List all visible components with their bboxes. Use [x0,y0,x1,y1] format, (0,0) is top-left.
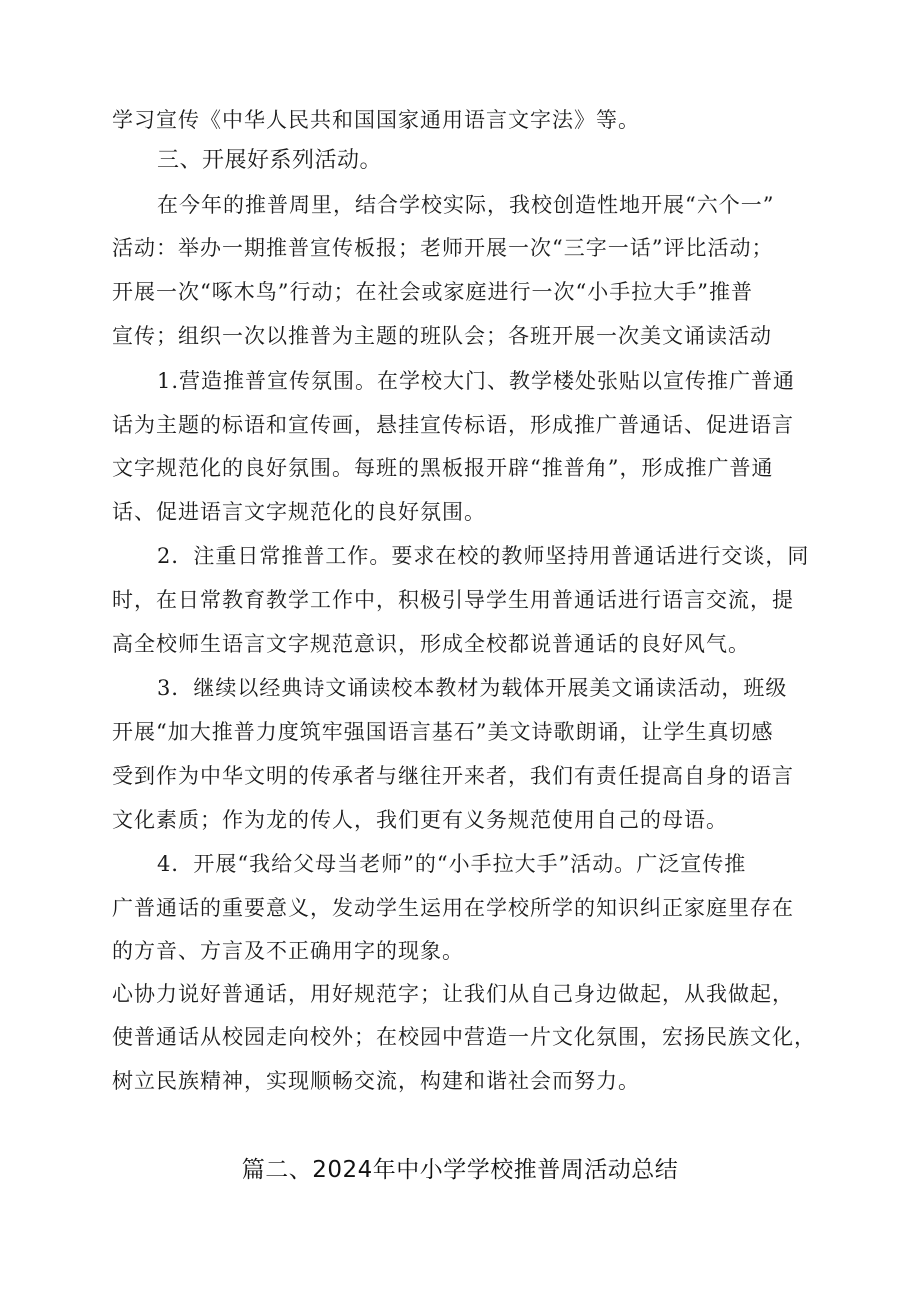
section-title: 篇二、2024年中小学学校推普周活动总结 [241,1157,679,1183]
paragraph-line: 在今年的推普周里，结合学校实际，我校创造性地开展“六个一” [157,193,775,217]
paragraph-line: 时，在日常教育教学工作中，积极引导学生用普通话进行语言交流，提 [112,588,794,612]
paragraph-line: 高全校师生语言文字规范意识，形成全校都说普通话的良好风气。 [112,632,750,656]
paragraph-line: 话为主题的标语和宣传画，悬挂宣传标语，形成推广普通话、促进语言 [112,413,794,437]
paragraph-line: 1.营造推普宣传氛围。在学校大门、教学楼处张贴以宣传推广普通 [157,369,796,393]
section-heading: 三、开展好系列活动。 [157,148,383,173]
paragraph-line: 3．继续以经典诗文诵读校本教材为载体开展美文诵读活动，班级 [157,676,788,700]
paragraph-line: 心协力说好普通话，用好规范字；让我们从自己身边做起，从我做起， [112,982,794,1006]
paragraph-line: 的方音、方言及不正确用字的现象。 [112,939,464,963]
paragraph-line: 广普通话的重要意义，发动学生运用在学校所学的知识纠正家庭里存在 [112,896,794,920]
paragraph-line: 2．注重日常推普工作。要求在校的教师坚持用普通话进行交谈，同 [157,544,810,568]
paragraph-line: 宣传；组织一次以推普为主题的班队会；各班开展一次美文诵读活动 [112,324,772,348]
paragraph-line: 活动：举办一期推普宣传板报；老师开展一次“三字一话”评比活动； [112,236,774,260]
paragraph-line: 使普通话从校园走向校外；在校园中营造一片文化氛围，宏扬民族文化， [112,1025,816,1049]
paragraph-line: 话、促进语言文字规范化的良好氛围。 [112,500,486,524]
paragraph-line: 学习宣传《中华人民共和国国家通用语言文字法》等。 [112,108,640,132]
paragraph-line: 文字规范化的良好氛围。每班的黑板报开辟“推普角”，形成推广普通 [112,456,774,480]
paragraph-line: 开展一次“啄木鸟”行动；在社会或家庭进行一次“小手拉大手”推普 [112,280,753,304]
paragraph-line: 4．开展“我给父母当老师”的“小手拉大手”活动。广泛宣传推 [157,852,747,876]
paragraph-line: 开展“加大推普力度筑牢强国语言基石”美文诗歌朗诵，让学生真切感 [112,720,774,744]
paragraph-line: 受到作为中华文明的传承者与继往开来者，我们有责任提高自身的语言 [112,764,794,788]
paragraph-line: 文化素质；作为龙的传人，我们更有义务规范使用自己的母语。 [112,808,728,832]
paragraph-line: 树立民族精神，实现顺畅交流，构建和谐社会而努力。 [112,1069,640,1093]
